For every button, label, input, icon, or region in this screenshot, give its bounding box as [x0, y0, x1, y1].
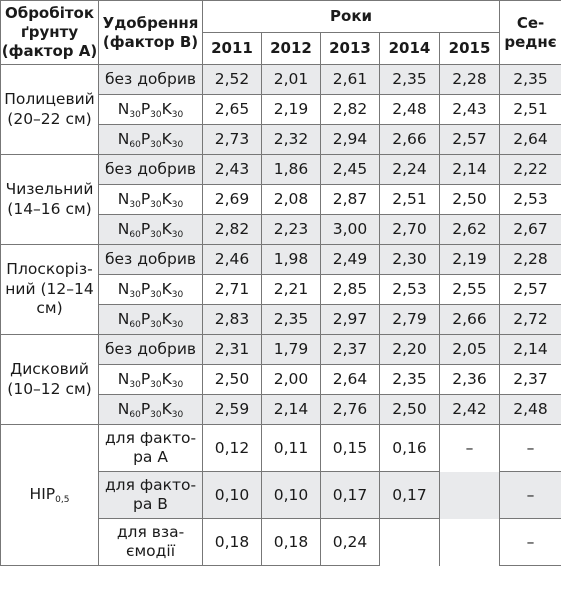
nutrient-symbol: P — [140, 400, 151, 419]
nutrient-dose: 30 — [171, 410, 184, 421]
nutrient-dose: 60 — [129, 140, 141, 151]
fertilizer-label: без добрив — [99, 65, 203, 95]
value-cell: 1,79 — [262, 335, 321, 365]
value-cell: 2,82 — [203, 215, 262, 245]
nutrient-symbol: P — [140, 280, 151, 299]
value-cell: 2,08 — [262, 185, 321, 215]
nutrient-symbol: P — [140, 130, 151, 149]
header-years: Роки — [203, 1, 500, 33]
value-cell: 2,59 — [203, 395, 262, 425]
value-cell: 2,36 — [440, 365, 500, 395]
average-cell: 2,28 — [500, 245, 561, 275]
nutrient-symbol: N — [117, 130, 130, 149]
lsd-value-cell: 0,24 — [321, 519, 380, 566]
tillage-label: Полицевий (20–22 см) — [1, 65, 99, 155]
nutrient-dose: 60 — [129, 230, 141, 241]
lsd-factor-label: для вза-ємодії — [99, 519, 203, 566]
fertilizer-label — [99, 365, 203, 395]
header-factor-a: Обробіток ґрунту (фактор А) — [1, 1, 99, 65]
value-cell: 2,32 — [262, 125, 321, 155]
value-cell: 2,19 — [262, 95, 321, 125]
nutrient-dose: 30 — [129, 290, 141, 301]
average-cell: 2,51 — [500, 95, 561, 125]
value-cell: 2,50 — [440, 185, 500, 215]
nutrient-dose: 30 — [171, 290, 184, 301]
lsd-value-cell: 0,18 — [262, 519, 321, 566]
lsd-value-cell — [440, 519, 500, 566]
value-cell: 2,66 — [440, 305, 500, 335]
value-cell: 2,42 — [440, 395, 500, 425]
value-cell: 2,35 — [262, 305, 321, 335]
value-cell: 2,70 — [380, 215, 440, 245]
value-cell: 2,14 — [262, 395, 321, 425]
lsd-value-cell: 0,16 — [380, 425, 440, 472]
value-cell: 2,64 — [321, 365, 380, 395]
value-cell: 2,23 — [262, 215, 321, 245]
value-cell: 2,73 — [203, 125, 262, 155]
value-cell: 1,98 — [262, 245, 321, 275]
header-factor-b: Удобрення (фактор В) — [99, 1, 203, 65]
lsd-value-cell: 0,17 — [380, 472, 440, 519]
value-cell: 2,21 — [262, 275, 321, 305]
lsd-factor-label: для факто-ра В — [99, 472, 203, 519]
lsd-value-cell: 0,18 — [203, 519, 262, 566]
lsd-value-cell: 0,17 — [321, 472, 380, 519]
nutrient-symbol: K — [161, 370, 172, 389]
lsd-value-cell: 0,10 — [203, 472, 262, 519]
nutrient-dose: 30 — [171, 140, 184, 151]
lsd-value-cell: 0,10 — [262, 472, 321, 519]
nutrient-symbol: P — [140, 100, 151, 119]
average-cell: 2,53 — [500, 185, 561, 215]
tillage-label: Плоскоріз-ний (12–14 см) — [1, 245, 99, 335]
tillage-label: Чизельний (14–16 см) — [1, 155, 99, 245]
value-cell: 2,30 — [380, 245, 440, 275]
nutrient-symbol: K — [161, 190, 172, 209]
lsd-label-sub: 0,5 — [55, 495, 70, 506]
nutrient-dose: 30 — [150, 290, 162, 301]
value-cell: 2,97 — [321, 305, 380, 335]
value-cell: 2,57 — [440, 125, 500, 155]
value-cell: 2,52 — [203, 65, 262, 95]
average-cell: 2,64 — [500, 125, 561, 155]
nutrient-symbol: K — [161, 280, 172, 299]
nutrient-dose: 30 — [171, 230, 184, 241]
nutrient-symbol: P — [140, 190, 151, 209]
value-cell: 2,19 — [440, 245, 500, 275]
nutrient-dose: 30 — [150, 380, 162, 391]
value-cell: 2,76 — [321, 395, 380, 425]
value-cell: 2,79 — [380, 305, 440, 335]
value-cell: 2,48 — [380, 95, 440, 125]
nutrient-dose: 30 — [171, 320, 184, 331]
value-cell: 2,65 — [203, 95, 262, 125]
header-year-2012: 2012 — [262, 33, 321, 65]
header-year-2011: 2011 — [203, 33, 262, 65]
nutrient-symbol: N — [117, 400, 130, 419]
value-cell: 2,24 — [380, 155, 440, 185]
value-cell: 3,00 — [321, 215, 380, 245]
nutrient-symbol: K — [161, 220, 172, 239]
value-cell: 2,31 — [203, 335, 262, 365]
lsd-average-cell: – — [500, 472, 561, 519]
nutrient-symbol: P — [140, 220, 151, 239]
value-cell: 2,85 — [321, 275, 380, 305]
value-cell: 2,94 — [321, 125, 380, 155]
value-cell: 2,46 — [203, 245, 262, 275]
average-cell: 2,72 — [500, 305, 561, 335]
header-year-2013: 2013 — [321, 33, 380, 65]
tillage-label: Дисковий (10–12 см) — [1, 335, 99, 425]
value-cell: 2,55 — [440, 275, 500, 305]
lsd-value-cell: 0,11 — [262, 425, 321, 472]
average-cell: 2,14 — [500, 335, 561, 365]
lsd-label — [1, 425, 99, 566]
nutrient-symbol: K — [161, 400, 172, 419]
value-cell: 2,66 — [380, 125, 440, 155]
header-average: Се-реднє — [500, 1, 561, 65]
nutrient-dose: 30 — [150, 140, 162, 151]
nutrient-dose: 30 — [129, 110, 141, 121]
average-cell: 2,67 — [500, 215, 561, 245]
value-cell: 2,35 — [380, 65, 440, 95]
value-cell: 1,86 — [262, 155, 321, 185]
header-year-2015: 2015 — [440, 33, 500, 65]
lsd-average-cell: – — [500, 425, 561, 472]
nutrient-dose: 30 — [129, 380, 141, 391]
nutrient-symbol: P — [140, 370, 151, 389]
nutrient-dose: 30 — [150, 320, 162, 331]
nutrient-dose: 30 — [171, 380, 184, 391]
nutrient-dose: 60 — [129, 410, 141, 421]
nutrient-symbol: N — [117, 220, 130, 239]
lsd-value-cell — [440, 472, 500, 519]
value-cell: 2,49 — [321, 245, 380, 275]
nutrient-dose: 60 — [129, 320, 141, 331]
nutrient-symbol: K — [161, 100, 172, 119]
lsd-value-cell: – — [440, 425, 500, 472]
fertilizer-label — [99, 125, 203, 155]
fertilizer-label — [99, 95, 203, 125]
nutrient-dose: 30 — [171, 200, 184, 211]
average-cell: 2,57 — [500, 275, 561, 305]
value-cell: 2,20 — [380, 335, 440, 365]
nutrient-symbol: N — [117, 280, 130, 299]
value-cell: 2,37 — [321, 335, 380, 365]
nutrient-dose: 30 — [171, 110, 184, 121]
value-cell: 2,43 — [440, 95, 500, 125]
average-cell: 2,37 — [500, 365, 561, 395]
nutrient-symbol: N — [117, 370, 130, 389]
fertilizer-label: без добрив — [99, 335, 203, 365]
lsd-value-cell: 0,15 — [321, 425, 380, 472]
nutrient-symbol: N — [117, 190, 130, 209]
value-cell: 2,83 — [203, 305, 262, 335]
lsd-value-cell: 0,12 — [203, 425, 262, 472]
value-cell: 2,82 — [321, 95, 380, 125]
value-cell: 2,69 — [203, 185, 262, 215]
fertilizer-label — [99, 185, 203, 215]
nutrient-symbol: N — [117, 100, 130, 119]
nutrient-symbol: K — [161, 310, 172, 329]
value-cell: 2,53 — [380, 275, 440, 305]
nutrient-symbol: N — [117, 310, 130, 329]
nutrient-dose: 30 — [150, 230, 162, 241]
value-cell: 2,45 — [321, 155, 380, 185]
lsd-value-cell — [380, 519, 440, 566]
value-cell: 2,50 — [203, 365, 262, 395]
value-cell: 2,50 — [380, 395, 440, 425]
nutrient-dose: 30 — [150, 200, 162, 211]
value-cell: 2,51 — [380, 185, 440, 215]
lsd-label-main: НІР — [29, 485, 56, 504]
value-cell: 2,05 — [440, 335, 500, 365]
fertilizer-label — [99, 395, 203, 425]
value-cell: 2,62 — [440, 215, 500, 245]
nutrient-dose: 30 — [150, 110, 162, 121]
value-cell: 2,71 — [203, 275, 262, 305]
lsd-average-cell: – — [500, 519, 561, 566]
value-cell: 2,87 — [321, 185, 380, 215]
lsd-factor-label: для факто-ра А — [99, 425, 203, 472]
value-cell: 2,43 — [203, 155, 262, 185]
value-cell: 2,14 — [440, 155, 500, 185]
value-cell: 2,00 — [262, 365, 321, 395]
average-cell: 2,48 — [500, 395, 561, 425]
value-cell: 2,01 — [262, 65, 321, 95]
average-cell: 2,35 — [500, 65, 561, 95]
value-cell: 2,35 — [380, 365, 440, 395]
average-cell: 2,22 — [500, 155, 561, 185]
fertilizer-label: без добрив — [99, 155, 203, 185]
fertilizer-label — [99, 275, 203, 305]
fertilizer-label: без добрив — [99, 245, 203, 275]
nutrient-symbol: P — [140, 310, 151, 329]
nutrient-dose: 30 — [150, 410, 162, 421]
header-year-2014: 2014 — [380, 33, 440, 65]
value-cell: 2,61 — [321, 65, 380, 95]
nutrient-dose: 30 — [129, 200, 141, 211]
fertilizer-label — [99, 305, 203, 335]
nutrient-symbol: K — [161, 130, 172, 149]
fertilizer-label — [99, 215, 203, 245]
value-cell: 2,28 — [440, 65, 500, 95]
